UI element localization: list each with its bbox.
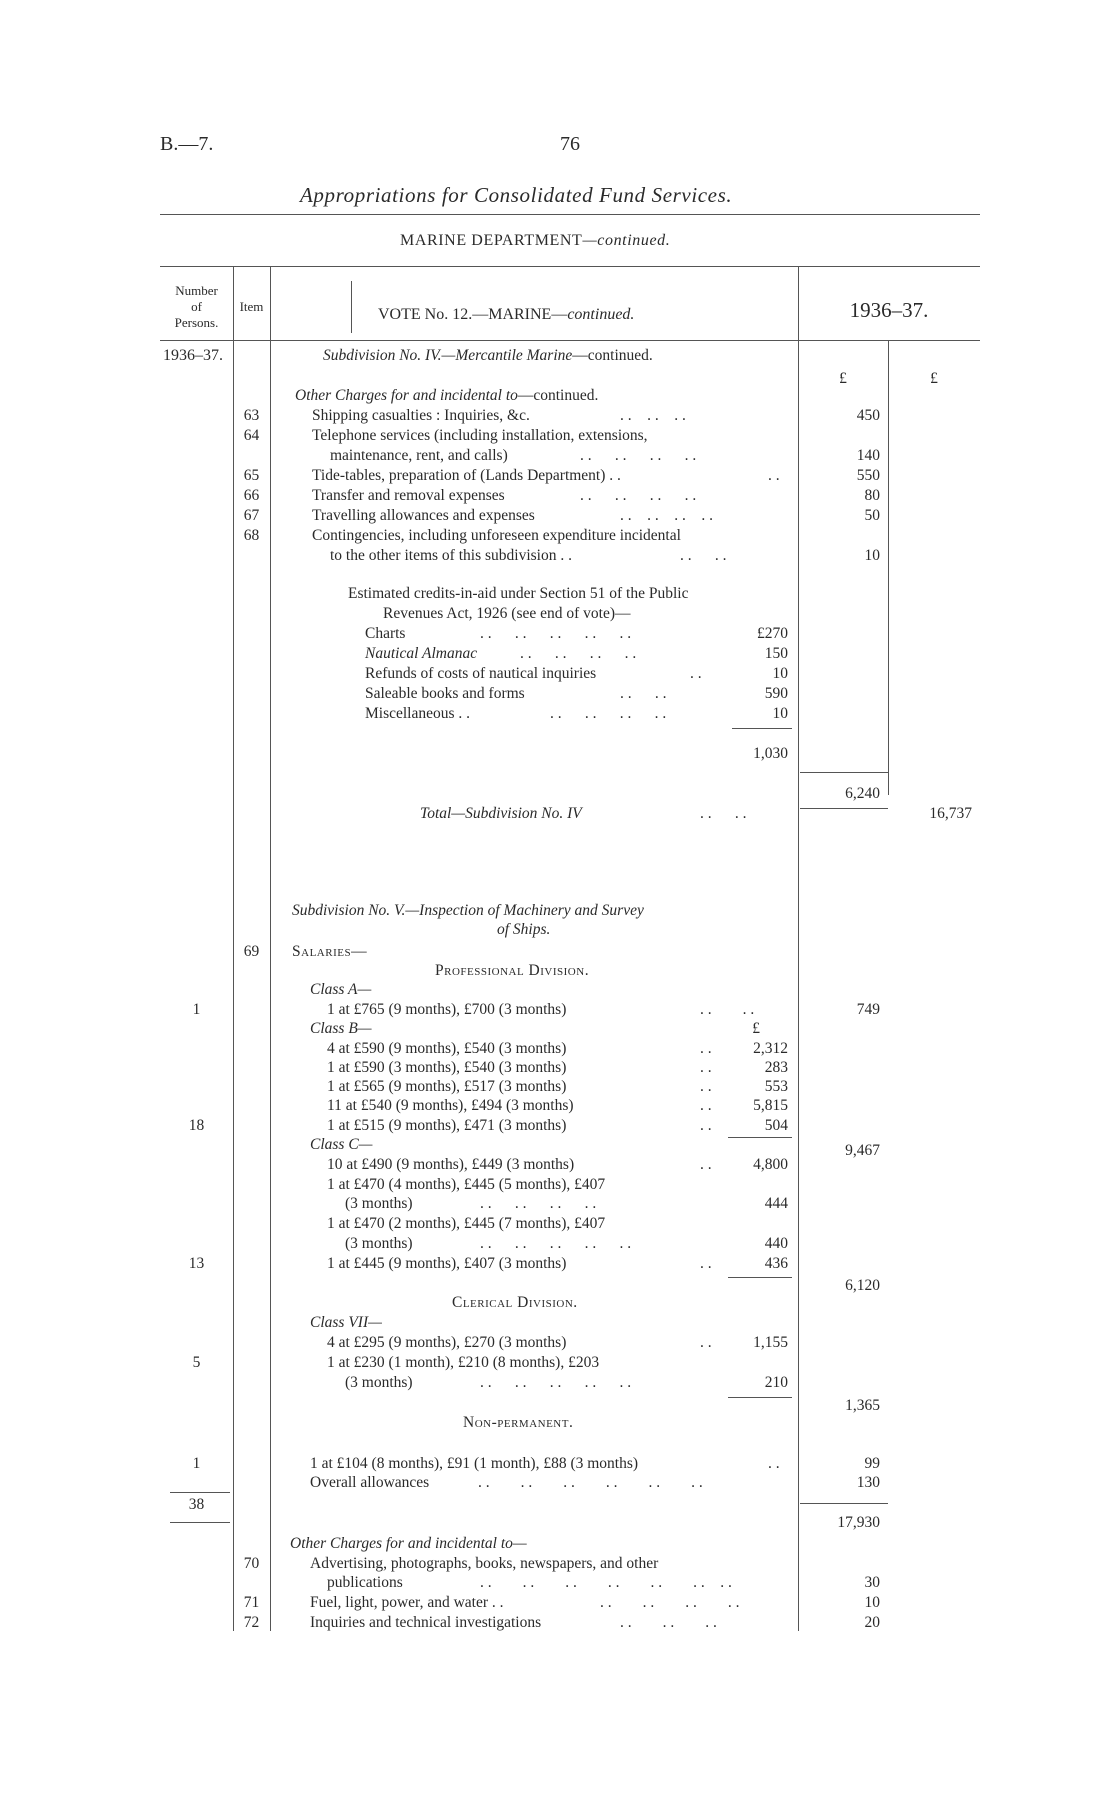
non-perm-persons: 1	[192, 1455, 201, 1472]
class-vii-row-continued: (3 months)	[345, 1374, 413, 1391]
leader-dots: . . . . . . . .	[600, 1594, 740, 1611]
item-text: Contingencies, including unforeseen expenditure incidental	[312, 527, 681, 544]
item-amount: 550	[856, 467, 880, 484]
item-amount: 10	[864, 1594, 880, 1611]
class-c-row: 10 at £490 (9 months), £449 (3 months)	[327, 1156, 575, 1173]
class-b-row-amount: 283	[764, 1059, 788, 1076]
credits-heading-2: Revenues Act, 1926 (see end of vote)—	[383, 605, 631, 622]
class-b-row: 11 at £540 (9 months), £494 (3 months)	[327, 1097, 574, 1114]
leader-dots: . .	[700, 1156, 712, 1173]
pound-sign-col1: £	[839, 370, 847, 387]
item-number: 69	[243, 943, 260, 960]
class-c-row-continued: (3 months)	[345, 1195, 413, 1212]
col-divider-vote	[351, 281, 352, 333]
credit-label: Nautical Almanac	[365, 645, 478, 662]
leader-dots: . . . .	[700, 1001, 755, 1018]
professional-division: Professional Division.	[435, 962, 590, 979]
persons-heading-1: Number	[175, 283, 218, 298]
item-heading: Item	[239, 299, 264, 314]
class-c-row-amount: 444	[764, 1195, 788, 1212]
credits-rule	[732, 728, 792, 729]
persons-heading-3: Persons.	[174, 315, 219, 330]
year-heading: 1936–37.	[849, 298, 929, 322]
persons-total-bottom-rule	[170, 1522, 230, 1523]
class-b-pound: £	[752, 1020, 760, 1037]
class-b-row-amount: 5,815	[753, 1097, 788, 1114]
class-b-row-amount: 2,312	[753, 1040, 788, 1057]
non-perm-line: 1 at £104 (8 months), £91 (1 month), £88 (3 months)	[310, 1455, 639, 1472]
sub4-rule	[800, 772, 888, 773]
leader-dots: . . . .	[700, 805, 747, 822]
leader-dots: . . . . . .	[620, 407, 686, 424]
leader-dots: . . . . . . . .	[620, 507, 713, 524]
class-c-rule	[728, 1277, 792, 1278]
credit-label: Refunds of costs of nautical inquiries	[365, 665, 597, 682]
leader-dots: . .	[690, 665, 702, 682]
class-c-row-continued: (3 months)	[345, 1235, 413, 1252]
class-vii-persons: 5	[192, 1354, 201, 1371]
item-text-continued: to the other items of this subdivision . .	[330, 547, 572, 564]
leader-dots: . .	[700, 1255, 712, 1272]
non-perm-amount: 99	[864, 1455, 880, 1472]
credit-label: Miscellaneous . .	[365, 705, 471, 722]
leader-dots: . .	[700, 1059, 712, 1076]
item-text: Shipping casualties : Inquiries, &c.	[312, 407, 530, 424]
class-vii-total: 1,365	[845, 1397, 880, 1414]
class-c-label: Class C—	[310, 1136, 373, 1153]
sub4-total-rule	[800, 808, 888, 809]
department-name: MARINE DEPARTMENT	[400, 232, 583, 249]
class-b-row-amount: 504	[764, 1117, 788, 1134]
item-amount: 140	[856, 447, 880, 464]
leader-dots: . . . . . . . . . .	[480, 1235, 632, 1252]
item-number: 68	[243, 527, 260, 544]
item-text: Travelling allowances and expenses	[312, 507, 535, 524]
vote-title: VOTE No. 12.—MARINE—	[378, 306, 568, 323]
sub4-total-label: Total—Subdivision No. IV	[420, 805, 582, 822]
leader-dots: . .	[768, 1455, 780, 1472]
overall-allowances: Overall allowances	[310, 1474, 430, 1491]
sub4-heading-tail: —continued.	[572, 347, 653, 364]
leader-dots: . .	[700, 1117, 712, 1134]
item-amount: 450	[856, 407, 880, 424]
credit-label: Charts	[365, 625, 406, 642]
vote-suffix: continued.	[567, 306, 635, 323]
leader-dots: . .	[700, 1078, 712, 1095]
item-number: 72	[243, 1614, 260, 1631]
clerical-division: Clerical Division.	[452, 1294, 578, 1311]
persons-total: 38	[188, 1496, 205, 1513]
leader-dots: . .	[768, 467, 780, 484]
leader-dots: . . . . . . . .	[580, 447, 697, 464]
item-text: Tide-tables, preparation of (Lands Department) . .	[312, 467, 621, 484]
salaries-label: Salaries—	[292, 943, 368, 960]
class-c-row-amount: 436	[764, 1255, 788, 1272]
header-bottom-rule	[160, 340, 980, 341]
class-a-label: Class A—	[310, 981, 372, 998]
salaries-total-rule	[800, 1503, 888, 1504]
sub5-other-charges: Other Charges for and incidental to—	[290, 1535, 527, 1552]
credit-amount: 590	[764, 685, 788, 702]
leader-dots: . . . .	[620, 685, 667, 702]
sub4-grand-total: 16,737	[929, 805, 972, 822]
leader-dots: . . . .	[680, 547, 727, 564]
item-text: Advertising, photographs, books, newspapers, and other	[310, 1555, 659, 1572]
department-heading	[400, 232, 670, 250]
title-rule	[160, 214, 980, 215]
item-number: 66	[243, 487, 260, 504]
item-text-continued: maintenance, rent, and calls)	[330, 447, 508, 464]
pound-sign-col2: £	[930, 370, 938, 387]
class-c-persons: 13	[188, 1255, 205, 1272]
credit-amount: 150	[764, 645, 788, 662]
item-text-continued: publications	[327, 1574, 403, 1591]
class-b-label: Class B—	[310, 1020, 372, 1037]
class-b-row: 4 at £590 (9 months), £540 (3 months)	[327, 1040, 567, 1057]
leader-dots: . . . . . .	[620, 1614, 717, 1631]
class-c-row: 1 at £445 (9 months), £407 (3 months)	[327, 1255, 567, 1272]
leader-dots: . . . . . . . .	[480, 1195, 597, 1212]
leader-dots: . . . . . . . . . .	[480, 625, 632, 642]
class-vii-row-amount: 210	[764, 1374, 788, 1391]
leader-dots: . . . . . . . . . . . . . .	[480, 1574, 732, 1591]
sub4-other-italic: Other Charges for and incidental to	[295, 387, 518, 404]
item-amount: 20	[864, 1614, 880, 1631]
leader-dots: . .	[700, 1040, 712, 1057]
class-b-persons: 18	[188, 1117, 205, 1134]
page-title: Appropriations for Consolidated Fund Services.	[300, 183, 733, 207]
item-amount: 80	[864, 487, 880, 504]
class-a-persons: 1	[192, 1001, 201, 1018]
credits-heading-1: Estimated credits-in-aid under Section 51 of the Public	[348, 585, 689, 602]
item-text: Inquiries and technical investigations	[310, 1614, 542, 1631]
credit-amount: 10	[772, 705, 788, 722]
item-amount: 30	[864, 1574, 880, 1591]
class-b-row: 1 at £515 (9 months), £471 (3 months)	[327, 1117, 567, 1134]
overall-amount: 130	[856, 1474, 880, 1491]
class-c-row-amount: 4,800	[753, 1156, 788, 1173]
item-number: 63	[243, 407, 260, 424]
leader-dots: . . . . . . . .	[520, 645, 637, 662]
item-number: 67	[243, 507, 260, 524]
class-b-rule	[728, 1137, 792, 1138]
class-vii-label: Class VII—	[310, 1314, 382, 1331]
item-amount: 10	[864, 547, 880, 564]
leader-dots: . . . . . . . . . .	[480, 1374, 632, 1391]
leader-dots: . . . . . . . .	[550, 705, 667, 722]
class-vii-rule	[728, 1397, 792, 1398]
item-number: 71	[243, 1594, 260, 1611]
sub4-other-charges	[295, 387, 598, 405]
class-c-total: 6,120	[845, 1277, 880, 1294]
item-text: Telephone services (including installation, extensions,	[312, 427, 648, 444]
class-vii-row-amount: 1,155	[753, 1334, 788, 1351]
sub4-heading-italic: Subdivision No. IV.—Mercantile Marine	[323, 347, 573, 364]
item-number: 64	[243, 427, 260, 444]
class-c-row: 1 at £470 (4 months), £445 (5 months), £407	[327, 1176, 606, 1193]
credit-label: Saleable books and forms	[365, 685, 525, 702]
sub4-heading	[323, 347, 653, 365]
table-top-rule	[160, 266, 980, 267]
persons-total-rule	[170, 1492, 230, 1493]
class-c-row: 1 at £470 (2 months), £445 (7 months), £407	[327, 1215, 606, 1232]
credits-total: 1,030	[753, 745, 788, 762]
sub5-heading-2: of Ships.	[497, 921, 551, 938]
vote-heading	[378, 306, 634, 324]
sub5-heading-1: Subdivision No. V.—Inspection of Machinery and Survey	[292, 902, 644, 919]
item-text: Transfer and removal expenses	[312, 487, 505, 504]
page-number: 76	[560, 133, 580, 155]
item-number: 65	[243, 467, 260, 484]
page-ref: B.—7.	[160, 133, 214, 155]
item-amount: 50	[864, 507, 880, 524]
credit-amount: £270	[757, 625, 788, 642]
class-a-line: 1 at £765 (9 months), £700 (3 months)	[327, 1001, 567, 1018]
leader-dots: . . . . . . . . . . . .	[478, 1474, 703, 1491]
class-b-total: 9,467	[845, 1142, 880, 1159]
salaries-total: 17,930	[837, 1514, 880, 1531]
col-divider-amount2	[888, 340, 889, 795]
class-vii-row: 1 at £230 (1 month), £210 (8 months), £203	[327, 1354, 600, 1371]
persons-heading-2: of	[191, 299, 202, 314]
credit-amount: 10	[772, 665, 788, 682]
leader-dots: . .	[700, 1097, 712, 1114]
item-number: 70	[243, 1555, 260, 1572]
class-b-row: 1 at £565 (9 months), £517 (3 months)	[327, 1078, 567, 1095]
sub4-subtotal: 6,240	[845, 785, 880, 802]
class-a-amount: 749	[856, 1001, 880, 1018]
class-vii-row: 4 at £295 (9 months), £270 (3 months)	[327, 1334, 567, 1351]
persons-year: 1936–37.	[163, 347, 223, 364]
leader-dots: . .	[700, 1334, 712, 1351]
non-permanent-heading: Non-permanent.	[463, 1414, 574, 1431]
item-text: Fuel, light, power, and water . .	[310, 1594, 504, 1611]
sub4-other-tail: —continued.	[517, 387, 599, 404]
class-c-row-amount: 440	[764, 1235, 788, 1252]
department-suffix: —continued.	[582, 232, 671, 249]
class-b-row-amount: 553	[764, 1078, 788, 1095]
class-b-row: 1 at £590 (3 months), £540 (3 months)	[327, 1059, 567, 1076]
col-divider-item	[270, 266, 271, 1631]
leader-dots: . . . . . . . .	[580, 487, 697, 504]
